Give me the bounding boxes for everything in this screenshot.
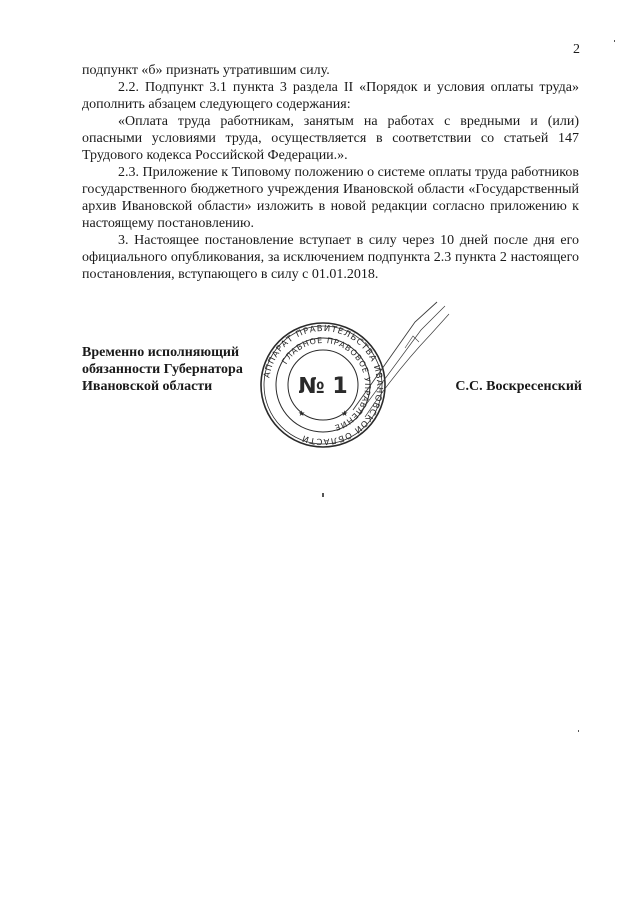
scan-artifact (614, 40, 615, 42)
scan-artifact (322, 493, 324, 497)
svg-text:★: ★ (298, 409, 306, 418)
signer-title-line: обязанности Губернатора (82, 362, 243, 377)
page-number: 2 (573, 42, 580, 57)
signer-title-line: Временно исполняющий (82, 345, 240, 360)
signer-title-line: Ивановской области (82, 379, 213, 394)
scan-artifact (578, 730, 579, 732)
handwritten-signature (345, 292, 455, 422)
paragraph-2-3: 2.3. Приложение к Типовому положению о системе оплаты труда работников государственного бюджетного учреждения Ивановской области «Государственный архив Ивановской области» изложить в новой редакции согласно приложению к настоящему постановлению. (82, 165, 579, 231)
paragraph-3: 3. Настоящее постановление вступает в силу через 10 дней после дня его официального опубликования, за исключением подпункта 2.3 пункта 2 настоящего постановления, вступающего в силу с 01.01.2018. (82, 233, 579, 282)
signer-name: С.С. Воскресенский (455, 379, 582, 394)
signer-title (82, 344, 282, 395)
seal-outer-text: АППАРАТ ПРАВИТЕЛЬСТВА ИВАНОВСКОЙ ОБЛАСТИ (262, 323, 385, 447)
seal-center-number: № 1 (298, 374, 348, 399)
paragraph-2-2: 2.2. Подпункт 3.1 пункта 3 раздела II «Порядок и условия оплаты труда» дополнить абзацем следующего содержания: (82, 80, 579, 112)
seal-inner-text: ГЛАВНОЕ ПРАВОВОЕ УПРАВЛЕНИЕ (280, 335, 373, 433)
paragraph-continuation: подпункт «б» признать утратившим силу. (82, 63, 330, 78)
svg-text:★: ★ (341, 409, 349, 418)
paragraph-quoted-amendment: «Оплата труда работникам, занятым на работах с вредными и (или) опасными условиями труда, осуществляется в соответствии со статьей 147 Трудового кодекса Российской Федерации.». (82, 114, 579, 163)
